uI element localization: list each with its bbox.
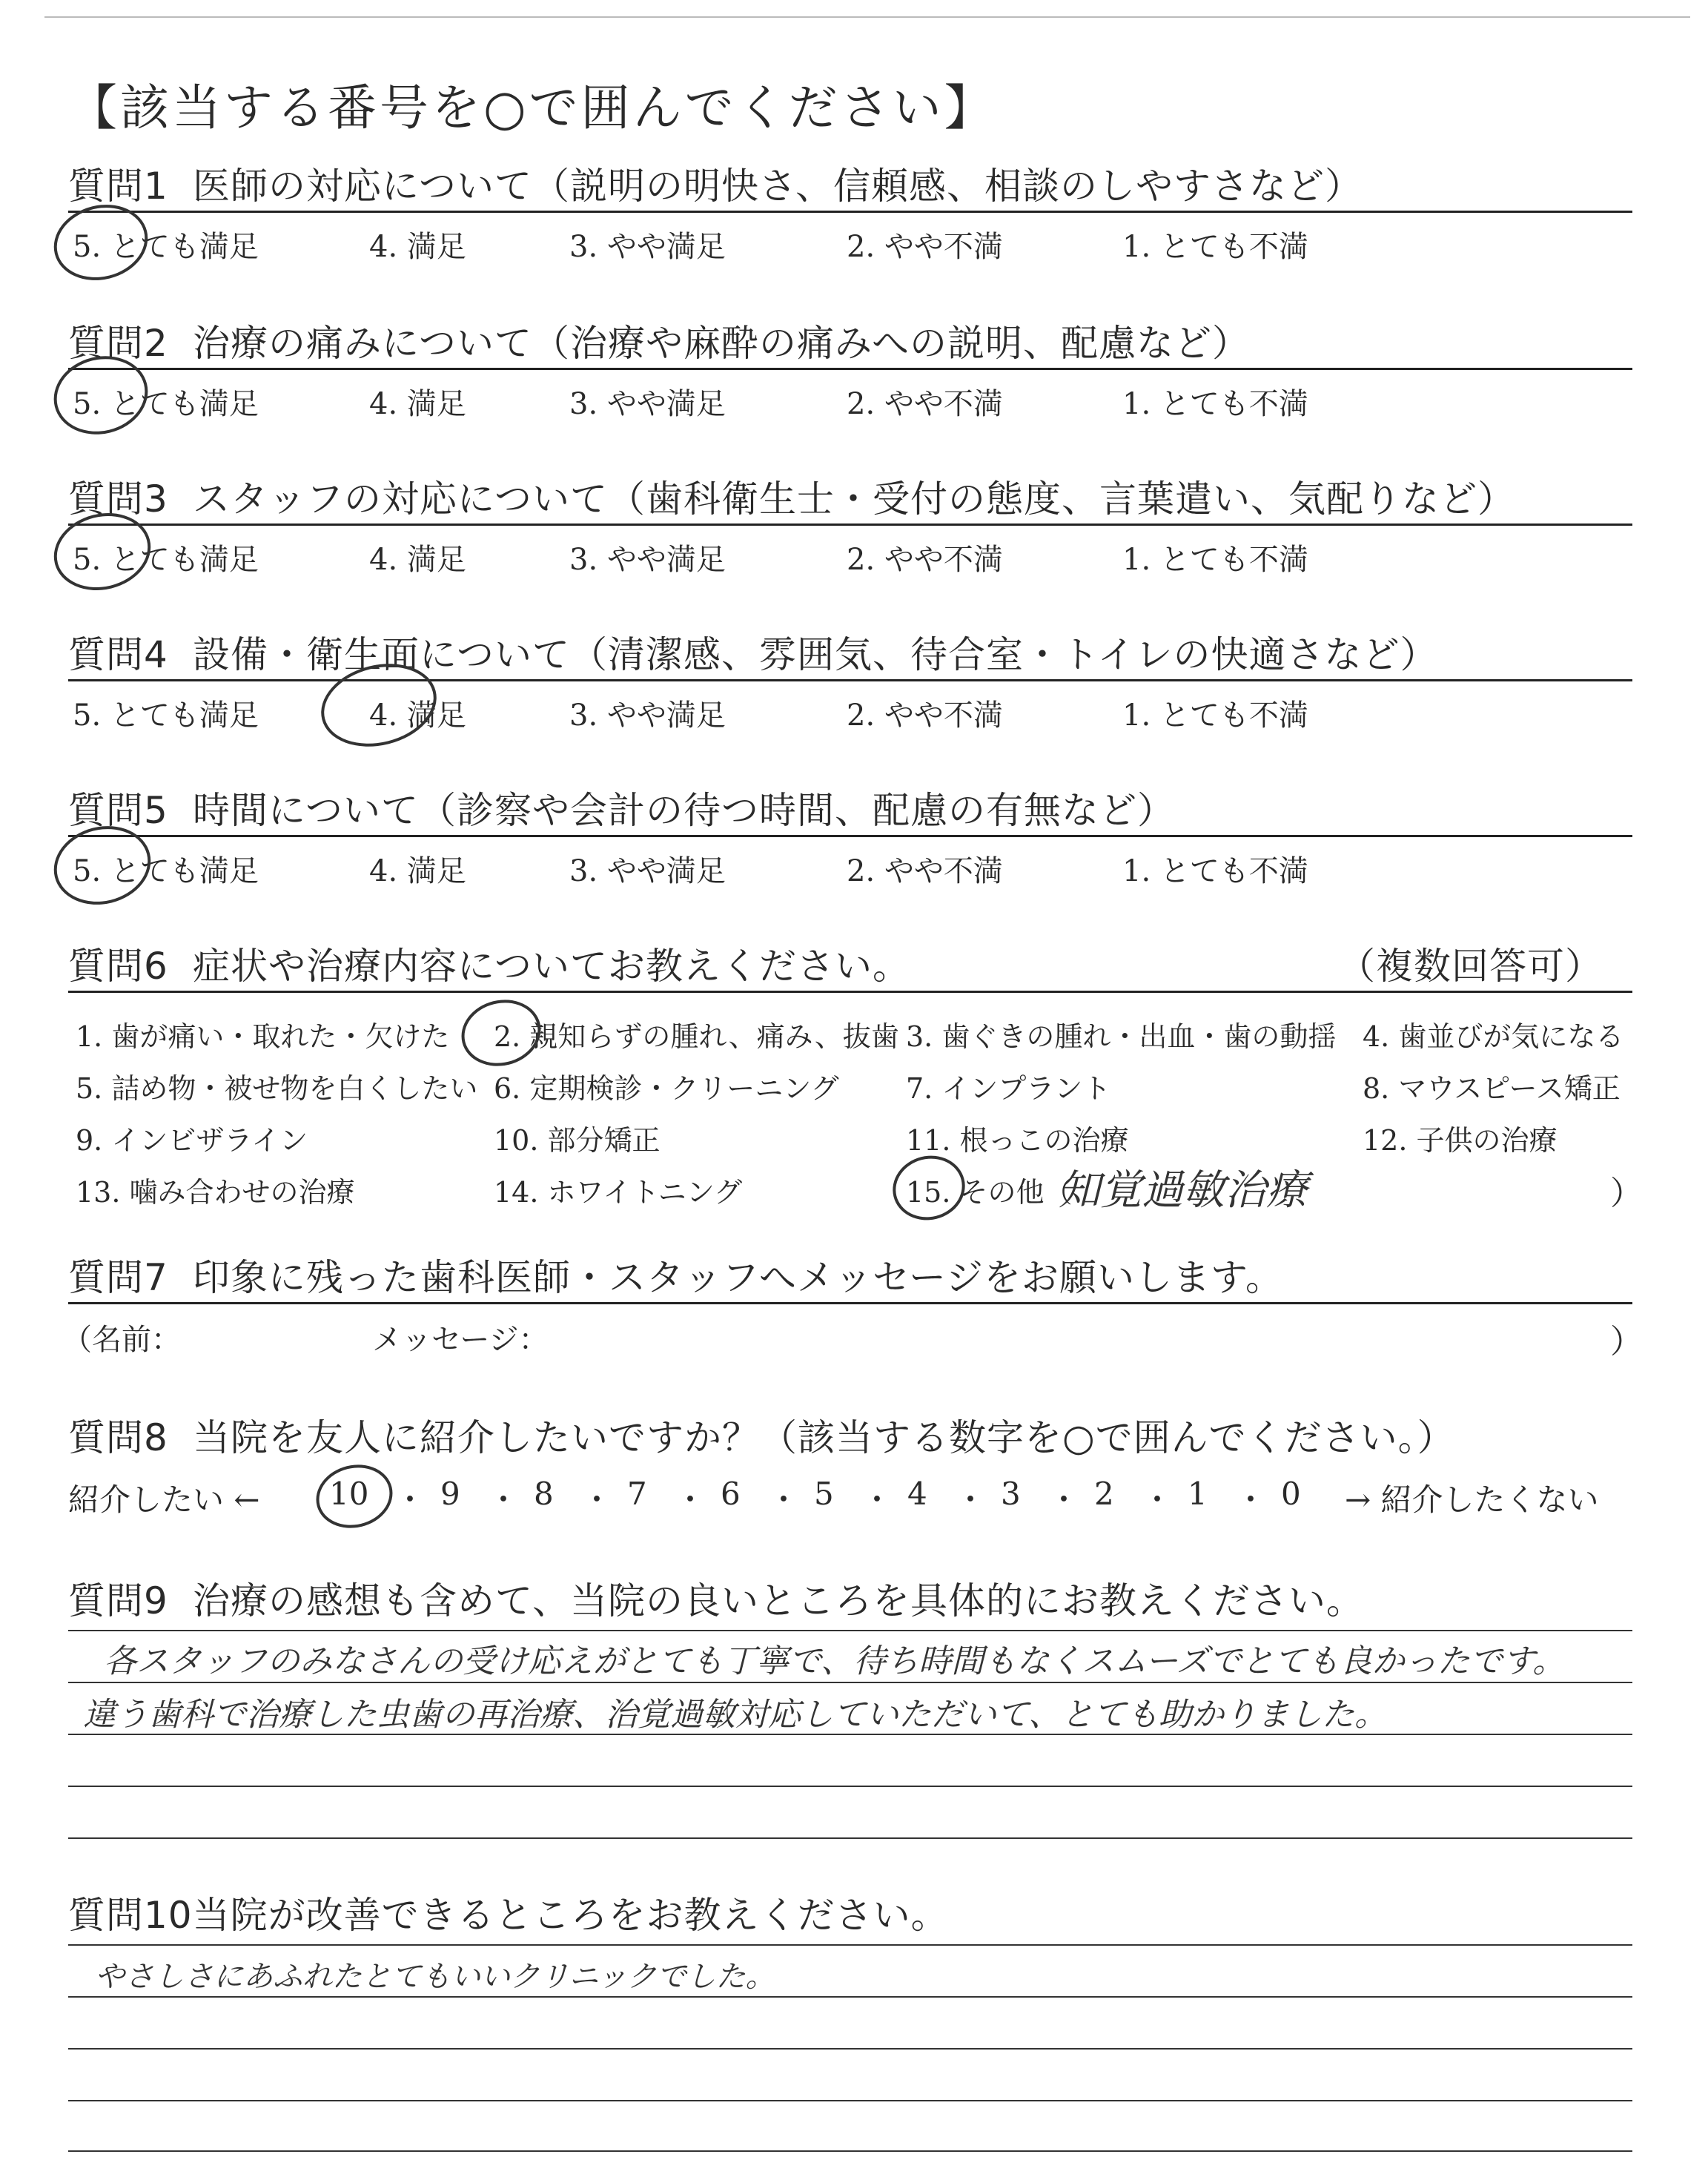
symptom-options [68, 993, 1643, 1215]
message-row [62, 1304, 1643, 1364]
question-text: 症状や治療内容についてお教えください。 [193, 945, 910, 988]
other-handwritten-answer: 知覚過敏治療 [1059, 1166, 1308, 1215]
scale-dot: ・ [581, 1482, 613, 1518]
symptom-option[interactable]: 1. 歯が痛い・取れた・欠けた [76, 1020, 450, 1053]
answer-line [68, 2100, 1632, 2101]
answer-line [68, 1630, 1632, 1631]
option-5[interactable]: 5. とても満足 [73, 543, 259, 577]
symptom-option[interactable]: 3. 歯ぐきの腫れ・出血・歯の動揺 [906, 1020, 1337, 1053]
option-3[interactable]: 3. やや満足 [569, 854, 726, 888]
scale-dot: ・ [1048, 1482, 1080, 1518]
option-1[interactable]: 1. とても不満 [1122, 543, 1308, 577]
symptom-option[interactable]: 9. インビザライン [76, 1124, 308, 1157]
recommend-scale [68, 1462, 1632, 1529]
option-2[interactable]: 2. やや不満 [847, 230, 1003, 264]
answer-line [68, 2048, 1632, 2050]
question-7-heading [68, 1253, 1632, 1302]
symptom-option[interactable]: 5. 詰め物・被せ物を白くしたい [76, 1072, 478, 1105]
question-number: 質問8 [68, 1416, 168, 1459]
question-10 [68, 1891, 1632, 1940]
scale-value-2[interactable]: 2 [1094, 1476, 1114, 1512]
option-4[interactable]: 4. 満足 [369, 698, 466, 733]
scale-dot: ・ [394, 1482, 426, 1518]
symptom-option-other[interactable]: 15. その他（ [906, 1176, 1073, 1209]
question-6-heading [68, 942, 1632, 991]
question-9-heading [68, 1576, 1632, 1625]
symptom-option[interactable]: 2. 親知らずの腫れ、痛み、抜歯 [494, 1020, 899, 1053]
symptom-option[interactable]: 10. 部分矯正 [494, 1124, 661, 1157]
question-number: 質問3 [68, 478, 168, 521]
question-text: 当院が改善できるところをお教えください。 [192, 1894, 949, 1937]
selection-circle-mark [454, 991, 548, 1074]
option-1[interactable]: 1. とても不満 [1122, 698, 1308, 733]
option-5[interactable]: 5. とても満足 [73, 854, 259, 888]
option-4[interactable]: 4. 満足 [369, 230, 466, 264]
q9-handwritten-answer-line2: 違う歯科で治療した虫歯の再治療、治覚過敏対応していただいて、とても助かりました。 [83, 1696, 1388, 1734]
message-label: メッセージ： [372, 1323, 549, 1357]
option-2[interactable]: 2. やや不満 [847, 698, 1003, 733]
scale-dot: ・ [768, 1482, 800, 1518]
option-1[interactable]: 1. とても不満 [1122, 854, 1308, 888]
scale-dot: ・ [1235, 1482, 1267, 1518]
option-3[interactable]: 3. やや満足 [569, 543, 726, 577]
close-paren: ） [1610, 1323, 1643, 1361]
option-4[interactable]: 4. 満足 [369, 543, 466, 577]
selection-circle-mark [886, 1148, 972, 1227]
question-text: スタッフの対応について（歯科衛生士・受付の態度、言葉遣い、気配りなど） [193, 478, 1515, 521]
rating-options [68, 213, 1632, 265]
scale-value-9[interactable]: 9 [440, 1476, 460, 1512]
q9-handwritten-answer-line1: 各スタッフのみなさんの受け応えがとても丁寧で、待ち時間もなくスムーズでとても良かったです。 [104, 1642, 1566, 1680]
question-2-heading [68, 319, 1632, 368]
close-paren: ） [1610, 1175, 1643, 1212]
option-5[interactable]: 5. とても満足 [73, 698, 259, 733]
scale-value-6[interactable]: 6 [721, 1476, 741, 1512]
symptom-option[interactable]: 8. マウスピース矯正 [1363, 1072, 1621, 1105]
answer-line [68, 1837, 1632, 1839]
symptom-option[interactable]: 6. 定期検診・クリーニング [494, 1072, 839, 1105]
rating-options [68, 681, 1632, 733]
scale-value-3[interactable]: 3 [1001, 1476, 1021, 1512]
symptom-option[interactable]: 7. インプラント [906, 1072, 1111, 1105]
question-7 [62, 1253, 1643, 1364]
question-1 [68, 162, 1632, 265]
question-4 [68, 630, 1632, 733]
answer-line [68, 2150, 1632, 2152]
question-number: 質問1 [68, 165, 168, 208]
option-5[interactable]: 5. とても満足 [73, 230, 259, 264]
scale-value-8[interactable]: 8 [534, 1476, 554, 1512]
question-number: 質問5 [68, 789, 168, 832]
scale-value-10[interactable]: 10 [329, 1476, 369, 1512]
question-text: 当院を友人に紹介したいですか？（該当する数字を○で囲んでください。） [193, 1416, 1455, 1459]
scale-dot: ・ [675, 1482, 706, 1518]
question-text: 設備・衛生面について（清潔感、雰囲気、待合室・トイレの快適さなど） [193, 633, 1438, 676]
question-2 [68, 319, 1632, 422]
symptom-option[interactable]: 14. ホワイトニング [494, 1176, 743, 1209]
question-number: 質問2 [68, 322, 168, 365]
symptom-option[interactable]: 11. 根っこの治療 [906, 1124, 1129, 1157]
scale-dot: ・ [488, 1482, 520, 1518]
rating-options [68, 837, 1632, 889]
option-3[interactable]: 3. やや満足 [569, 698, 726, 733]
scale-left-label: 紹介したい ← [68, 1482, 260, 1518]
scale-value-0[interactable]: 0 [1281, 1476, 1301, 1512]
question-number: 質問6 [68, 945, 168, 988]
scale-dot: ・ [955, 1482, 987, 1518]
scale-value-4[interactable]: 4 [907, 1476, 927, 1512]
option-1[interactable]: 1. とても不満 [1122, 387, 1308, 421]
question-3-heading [68, 475, 1632, 524]
question-5 [68, 786, 1632, 889]
question-text: 治療の痛みについて（治療や麻酔の痛みへの説明、配慮など） [193, 322, 1250, 365]
scale-value-5[interactable]: 5 [814, 1476, 834, 1512]
question-number: 質問7 [68, 1256, 168, 1299]
top-border [44, 16, 1690, 18]
symptom-option[interactable]: 4. 歯並びが気になる [1363, 1020, 1624, 1053]
answer-line [68, 1996, 1632, 1998]
rating-options [68, 526, 1632, 578]
rating-options [68, 370, 1632, 422]
answer-line [68, 1786, 1632, 1787]
option-2[interactable]: 2. やや不満 [847, 543, 1003, 577]
question-1-heading [68, 162, 1632, 211]
scale-dot: ・ [1142, 1482, 1174, 1518]
symptom-option[interactable]: 13. 噛み合わせの治療 [76, 1176, 355, 1209]
form-title: 【該当する番号を○で囲んでください】 [68, 79, 996, 136]
question-3 [68, 475, 1632, 578]
option-3[interactable]: 3. やや満足 [569, 387, 726, 421]
option-2[interactable]: 2. やや不満 [847, 387, 1003, 421]
answer-line [68, 1682, 1632, 1683]
question-text: 医師の対応について（説明の明快さ、信頼感、相談のしやすさなど） [193, 165, 1363, 208]
question-8 [68, 1413, 1632, 1529]
option-2[interactable]: 2. やや不満 [847, 854, 1003, 888]
question-number: 質問4 [68, 633, 168, 676]
symptom-option[interactable]: 12. 子供の治療 [1363, 1124, 1558, 1157]
q10-handwritten-answer: やさしさにあふれたとてもいいクリニックでした。 [95, 1960, 775, 1994]
option-4[interactable]: 4. 満足 [369, 387, 466, 421]
question-5-heading [68, 786, 1632, 835]
scale-dot: ・ [861, 1482, 893, 1518]
answer-line [68, 1944, 1632, 1946]
question-6 [68, 942, 1643, 1215]
scale-value-7[interactable]: 7 [627, 1476, 647, 1512]
option-1[interactable]: 1. とても不満 [1122, 230, 1308, 264]
question-text: 時間について（診察や会計の待つ時間、配慮の有無など） [193, 789, 1175, 832]
question-10-heading [68, 1891, 1632, 1940]
question-number: 質問9 [68, 1579, 168, 1622]
option-3[interactable]: 3. やや満足 [569, 230, 726, 264]
question-number: 質問10 [68, 1894, 193, 1937]
option-5[interactable]: 5. とても満足 [73, 387, 259, 421]
question-9 [68, 1576, 1632, 1625]
name-label: （名前： [62, 1323, 181, 1357]
question-text: 印象に残った歯科医師・スタッフへメッセージをお願いします。 [193, 1256, 1283, 1299]
multiple-answer-note: （複数回答可） [1338, 945, 1603, 988]
option-4[interactable]: 4. 満足 [369, 854, 466, 888]
question-8-heading [68, 1413, 1632, 1462]
question-text: 治療の感想も含めて、当院の良いところを具体的にお教えください。 [193, 1579, 1364, 1622]
selection-circle-mark [309, 1457, 399, 1536]
scale-right-label: → 紹介したくない [1345, 1482, 1599, 1518]
scale-value-1[interactable]: 1 [1188, 1476, 1208, 1512]
question-4-heading [68, 630, 1632, 679]
